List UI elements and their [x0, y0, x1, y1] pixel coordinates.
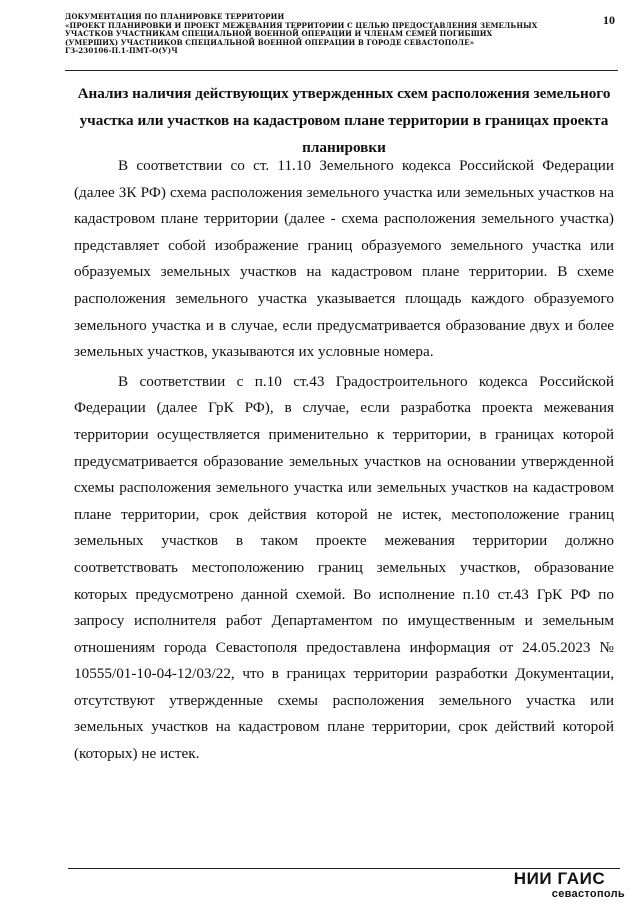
company-logo	[492, 869, 627, 900]
logo-main-text: НИИ ГАИС	[513, 869, 606, 888]
document-body	[74, 153, 614, 771]
header-line: ДОКУМЕНТАЦИЯ ПО ПЛАНИРОВКЕ ТЕРРИТОРИИ	[65, 12, 285, 21]
document-header	[65, 13, 585, 56]
page-number: 10	[603, 13, 615, 27]
header-line: (УМЕРШИХ) УЧАСТНИКОВ СПЕЦИАЛЬНОЙ ВОЕННОЙ ОПЕРАЦИИ В ГОРОДЕ СЕВАСТОПОЛЕ»	[65, 37, 475, 47]
document-code: ГЗ-230106-П.1-ПМТ-О(У)Ч	[65, 46, 178, 55]
header-line: УЧАСТКОВ УЧАСТНИКАМ СПЕЦИАЛЬНОЙ ВОЕННОЙ ОПЕРАЦИИ И ЧЛЕНАМ СЕМЕЙ ПОГИБШИХ	[65, 29, 493, 38]
paragraph: В соответствии со ст. 11.10 Земельного кодекса Российской Федерации (далее ЗК РФ) схема расположения земельного участка или земельных участков на кадастровом плане территории (далее - схема расположения земельного участка) представляет собой изображение границ образуемого земельного участка или образуемых земельных участков на кадастровом плане территории. В схеме расположения земельного участка указывается площадь каждого образуемого земельного участка и в случае, если предусматривается образование двух и более земельных участков, указываются их условные номера.	[74, 157, 614, 361]
section-title: Анализ наличия действующих утвержденных схем расположения земельного участка или участков на кадастровом плане территории в границах проекта планировки	[77, 85, 611, 156]
logo-sub-text: севастополь	[551, 888, 625, 900]
paragraph: В соответствии с п.10 ст.43 Градостроительного кодекса Российской Федерации (далее ГрК РФ), в случае, если разработка проекта межевания территории осуществляется применительно к территории, в границах которой предусматривается образование земельных участков на основании утвержденной схемы расположения земельного участка или земельных участков на кадастровом плане территории, срок действия которой не истек, местоположение границ земельных участков в таком проекте межевания территории должно соответствовать местоположению границ земельных участков, образование которых предусмотрено данной схемой. Во исполнение п.10 ст.43 ГрК РФ по запросу исполнителя работ Департаментом по имущественным и земельным отношениям города Севастополя предоставлена информация от 24.05.2023 № 10555/01-10-04-12/03/22, что в границах территории разработки Документации, отсутствуют утвержденные схемы расположения земельного участка или земельных участков на кадастровом плане территории, срок действий которой (которых) не истек.	[74, 372, 614, 763]
header-divider	[65, 70, 618, 71]
header-line: «ПРОЕКТ ПЛАНИРОВКИ И ПРОЕКТ МЕЖЕВАНИЯ ТЕРРИТОРИИ С ЦЕЛЬЮ ПРЕДОСТАВЛЕНИЯ ЗЕМЕЛЬНЫХ	[65, 20, 538, 30]
